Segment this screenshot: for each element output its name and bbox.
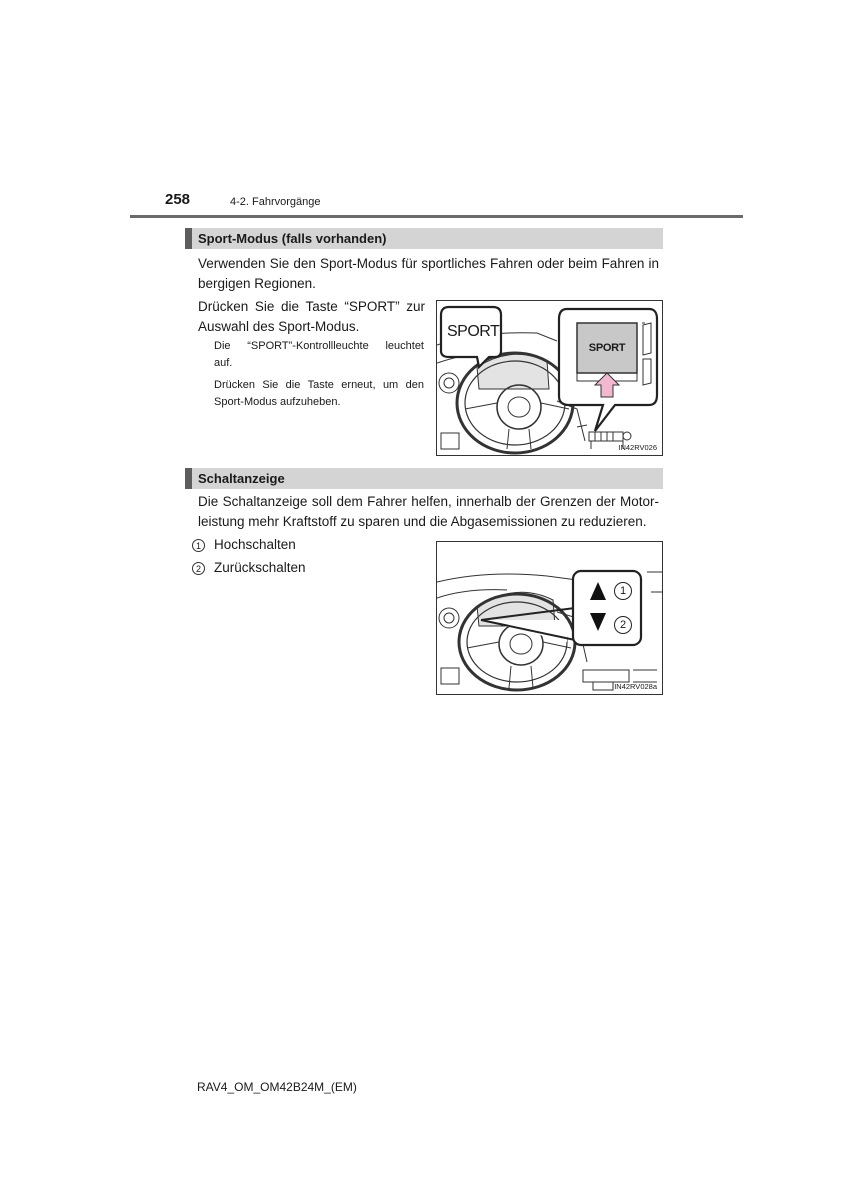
sport-button-figure bbox=[436, 300, 663, 456]
section-title: 4-2. Fahrvorgänge bbox=[230, 196, 321, 208]
shift-indicator-heading: Schaltanzeige bbox=[185, 468, 663, 489]
sport-mode-intro-line2: bergigen Regionen. bbox=[198, 276, 316, 291]
shift-indicator-intro-line2: leistung mehr Kraftstoff zu sparen und die Abgasemissionen zu reduzieren. bbox=[198, 514, 647, 529]
sport-mode-note2-line1: Drücken Sie die Taste erneut, um den bbox=[214, 379, 424, 391]
sport-mode-press-line1: Drücken Sie die Taste “SPORT” zur bbox=[198, 299, 425, 314]
sport-mode-note1-line2: auf. bbox=[214, 357, 233, 369]
sport-mode-intro-line1: Verwenden Sie den Sport-Modus für sportliches Fahren oder beim Fahren in bbox=[198, 256, 659, 271]
sport-mode-press-line2: Auswahl des Sport-Modus. bbox=[198, 319, 360, 334]
list-item-downshift: Zurückschalten bbox=[214, 560, 306, 575]
zoom-panel bbox=[559, 309, 657, 431]
figure-code: IN42RV026 bbox=[618, 443, 657, 452]
shift-indicator-intro bbox=[198, 492, 659, 532]
document-code: RAV4_OM_OM42B24M_(EM) bbox=[197, 1080, 357, 1094]
header-rule bbox=[130, 215, 743, 218]
sport-mode-heading: Sport-Modus (falls vorhanden) bbox=[185, 228, 663, 249]
list-number: 1 bbox=[192, 539, 205, 552]
list-item-upshift: Hochschalten bbox=[214, 537, 296, 552]
figure-code: IN42RV028a bbox=[614, 682, 657, 691]
shift-indicator-intro-line1: Die Schaltanzeige soll dem Fahrer helfen, innerhalb der Grenzen der Motor- bbox=[198, 494, 659, 509]
upshift-number: 1 bbox=[614, 582, 632, 600]
sport-mode-press bbox=[198, 297, 425, 337]
sport-mode-note2-line2: Sport-Modus aufzuheben. bbox=[214, 396, 341, 408]
sport-callout-label: SPORT bbox=[447, 323, 500, 340]
shift-indicator-figure bbox=[436, 541, 663, 695]
sport-button-label: SPORT bbox=[588, 342, 626, 354]
sport-mode-intro bbox=[198, 254, 659, 294]
sport-mode-note1 bbox=[214, 338, 424, 372]
downshift-number: 2 bbox=[614, 616, 632, 634]
list-number: 2 bbox=[192, 562, 205, 575]
sport-mode-note2 bbox=[214, 377, 424, 411]
sport-mode-note1-line1: Die “SPORT”-Kontrollleuchte leuchtet bbox=[214, 340, 424, 352]
page-number: 258 bbox=[165, 191, 191, 208]
